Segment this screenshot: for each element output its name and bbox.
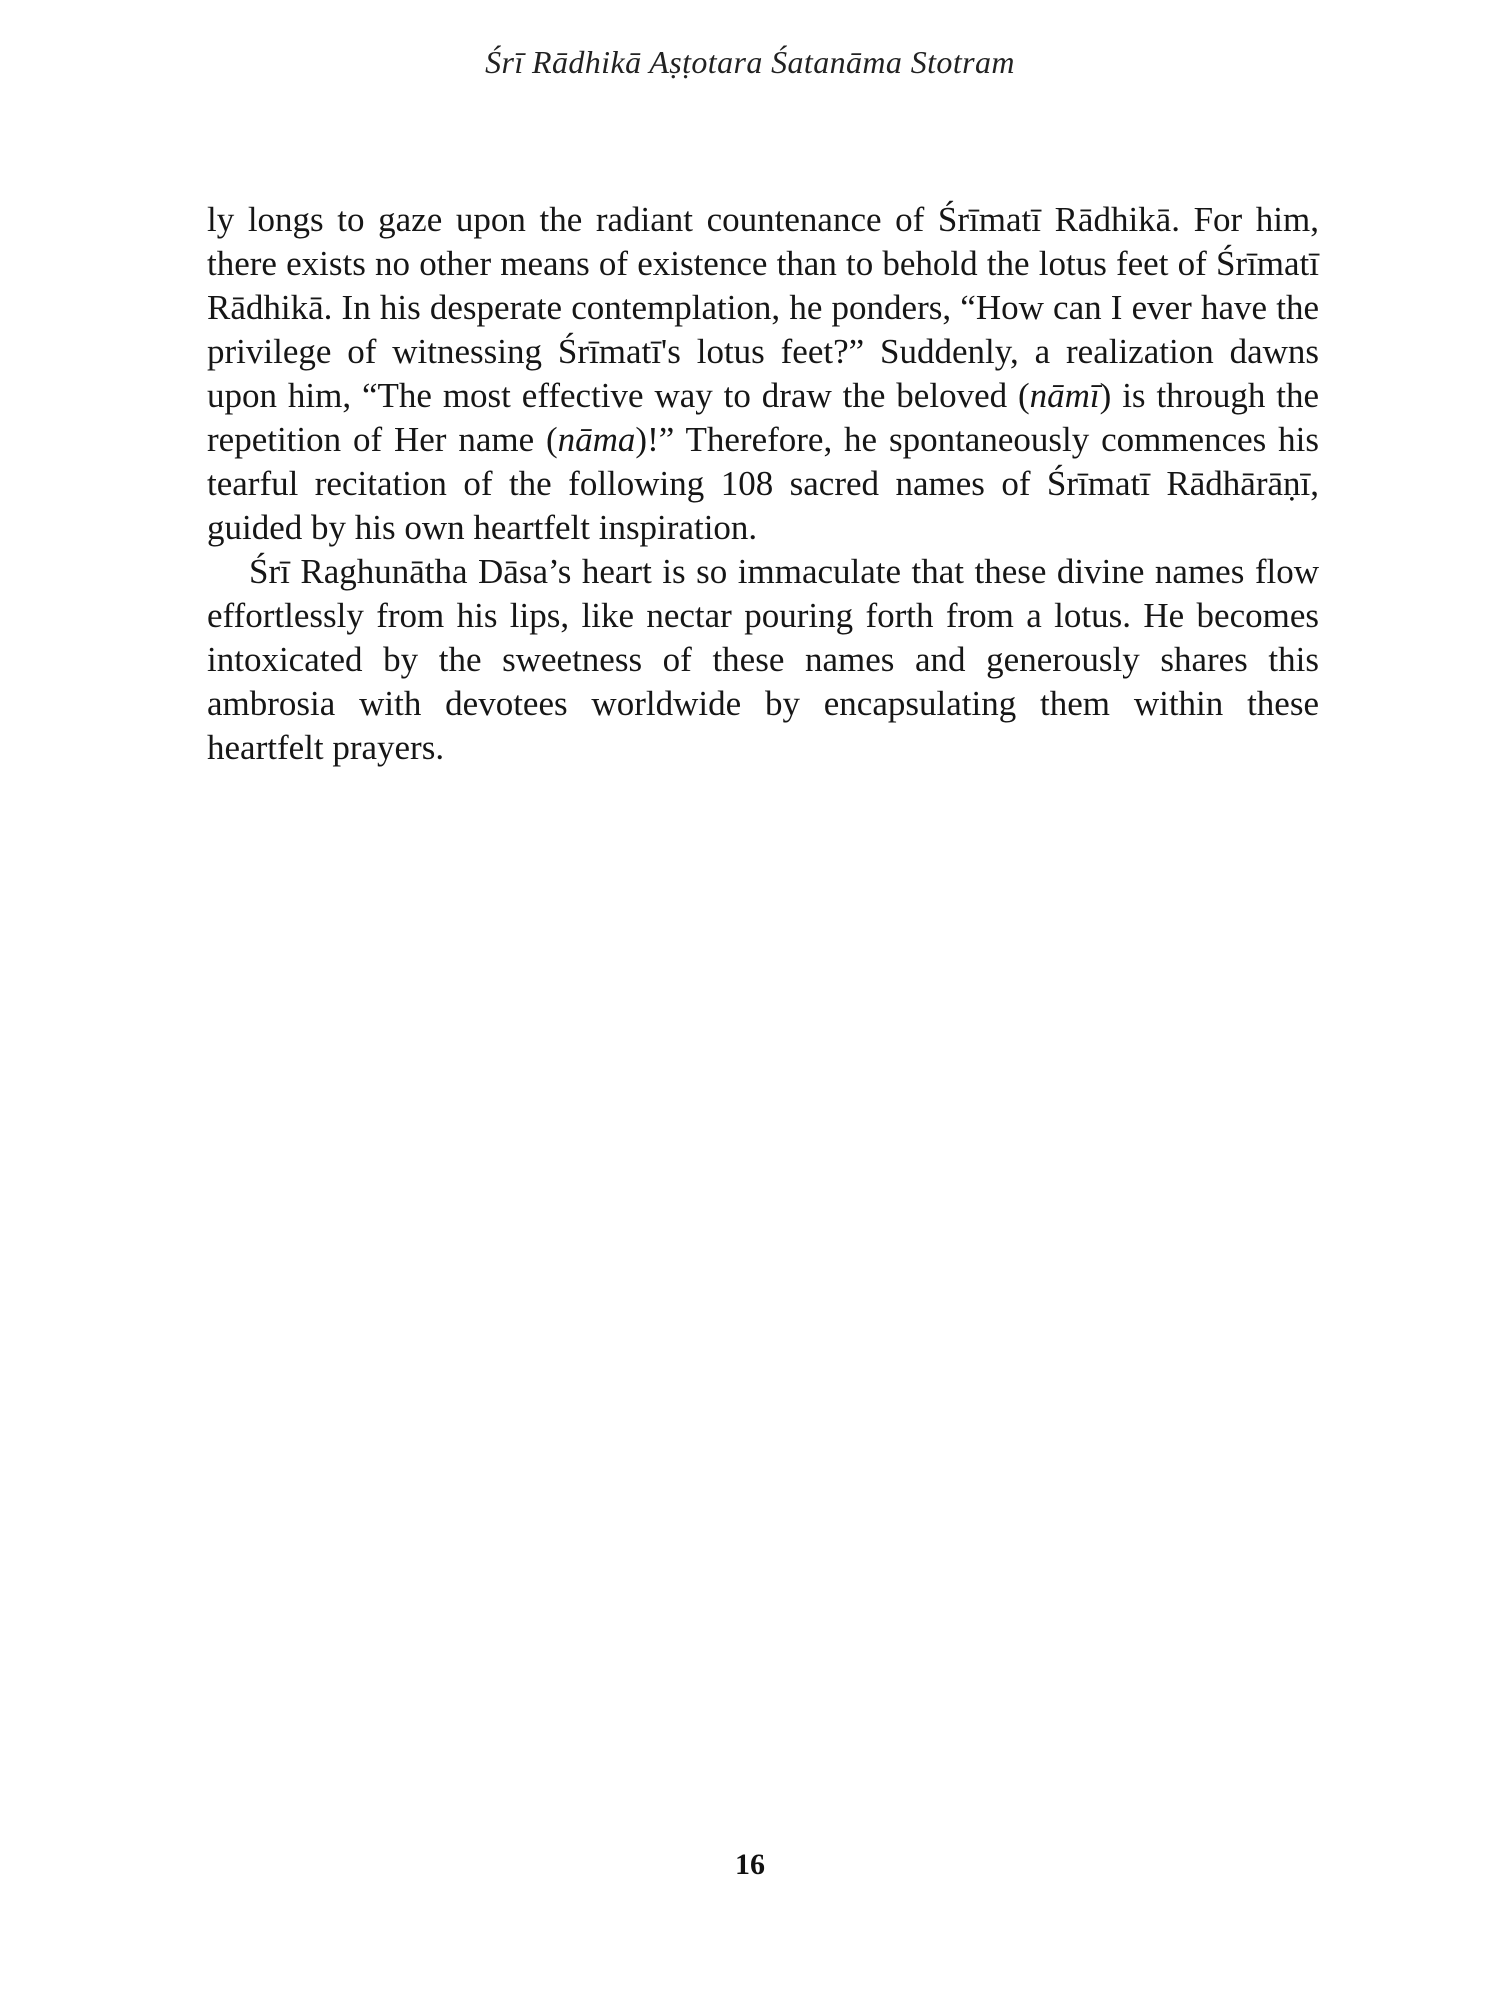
body-text: [207, 198, 1319, 770]
term-nami: nāmī: [1029, 376, 1100, 415]
page-number: 16: [735, 1848, 765, 1881]
running-header: Śrī Rādhikā Aṣṭotara Śatanāma Stotram: [485, 44, 1015, 80]
paragraph-1-text-b: ) is through the repetition of Her name (: [207, 376, 1319, 459]
paragraph-2: Śrī Raghunātha Dāsa’s heart is so immaculate that these divine names flow effortlessly from his lips, like nectar pouring forth from a lotus. He becomes intoxicated by the sweetness of these names and generously shares this ambrosia with devotees worldwide by encapsulating them within these heartfelt prayers.: [207, 552, 1319, 767]
paragraph-1: [207, 198, 1319, 550]
term-nama: nāma: [557, 420, 636, 459]
paragraph-1-text-c: )!” Therefore, he spontaneously commences his tearful recitation of the following 108 sacred names of Śrīmatī Rādhārāṇī, guided by his own heartfelt inspiration.: [207, 420, 1319, 547]
paragraph-1-text-a: ly longs to gaze upon the radiant countenance of Śrīmatī Rādhikā. For him, there exists no other means of existence than to behold the lotus feet of Śrīmatī Rādhikā. In his desperate contemplation, he ponders, “How can I ever have the privilege of witnessing Śrīmatī's lotus feet?” Suddenly, a realization dawns upon him, “The most effective way to draw the beloved (: [207, 200, 1319, 415]
